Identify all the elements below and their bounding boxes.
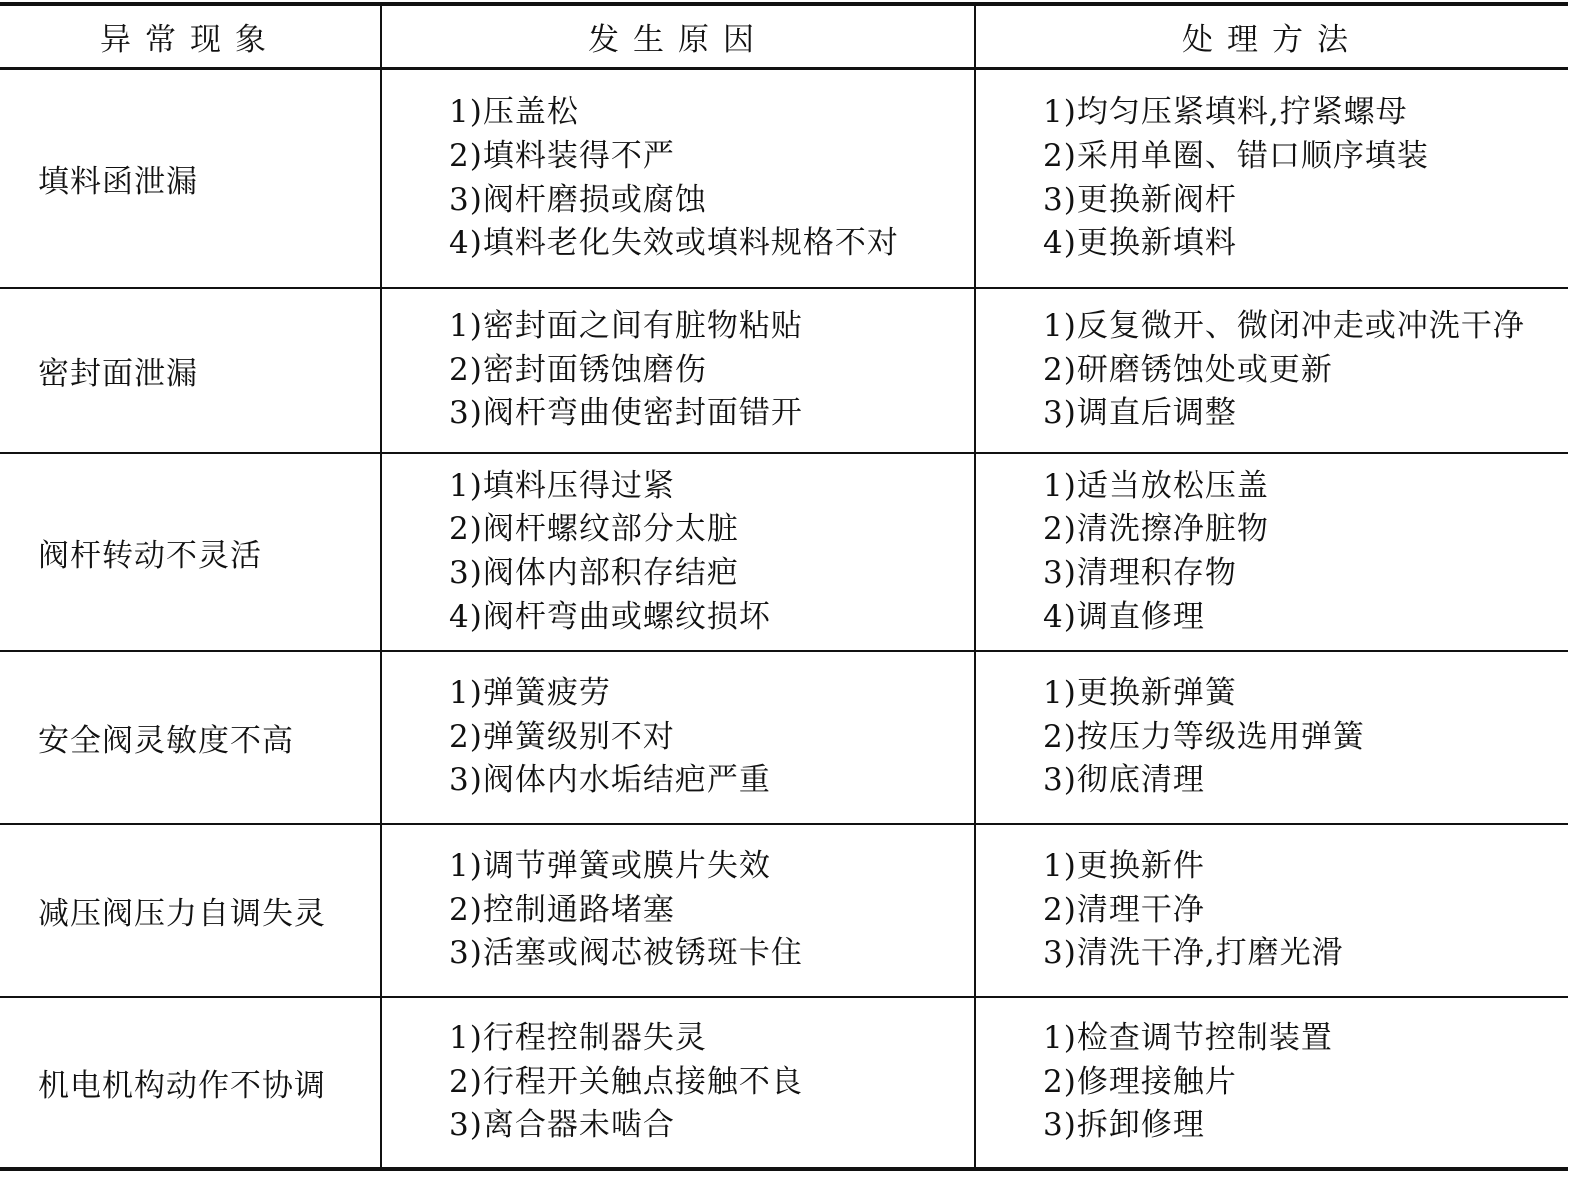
cause-item: 1)调节弹簧或膜片失效 xyxy=(449,847,771,884)
remedy-item: 1)更换新弹簧 xyxy=(1043,674,1237,711)
cause-item: 2)密封面锈蚀磨伤 xyxy=(449,351,707,388)
cause-item: 1)弹簧疲劳 xyxy=(449,674,611,711)
cause-list xyxy=(449,454,969,650)
table-bottom-rule xyxy=(0,1167,1568,1171)
table-row xyxy=(0,70,1568,287)
cause-list xyxy=(449,825,969,996)
symptom-cell: 机电机构动作不协调 xyxy=(38,1068,326,1104)
symptom-cell: 安全阀灵敏度不高 xyxy=(38,723,294,759)
symptom-cell: 填料函泄漏 xyxy=(38,164,198,200)
cause-item: 3)阀杆磨损或腐蚀 xyxy=(449,181,707,218)
remedy-item: 1)均匀压紧填料,拧紧螺母 xyxy=(1043,94,1408,131)
table-row xyxy=(0,652,1568,823)
cause-list xyxy=(449,70,969,287)
header-remedy: 处理方法 xyxy=(1182,22,1362,58)
cause-item: 1)行程控制器失灵 xyxy=(449,1019,707,1056)
remedy-item: 3)清洗干净,打磨光滑 xyxy=(1043,935,1344,972)
cause-item: 3)离合器未啮合 xyxy=(449,1107,675,1144)
cause-item: 1)密封面之间有脏物粘贴 xyxy=(449,307,803,344)
remedy-list xyxy=(1043,652,1563,823)
remedy-item: 1)反复微开、微闭冲走或冲洗干净 xyxy=(1043,307,1525,344)
cause-item: 3)活塞或阀芯被锈斑卡住 xyxy=(449,935,803,972)
remedy-list xyxy=(1043,825,1563,996)
cause-list xyxy=(449,289,969,452)
remedy-item: 2)研磨锈蚀处或更新 xyxy=(1043,351,1333,388)
cause-item: 3)阀体内部积存结疤 xyxy=(449,555,739,591)
cause-item: 3)阀杆弯曲使密封面错开 xyxy=(449,395,803,432)
remedy-item: 3)调直后调整 xyxy=(1043,395,1237,432)
symptom-cell: 密封面泄漏 xyxy=(38,356,198,392)
header-cause: 发生原因 xyxy=(588,22,768,58)
cause-list xyxy=(449,652,969,823)
remedy-item: 1)更换新件 xyxy=(1043,847,1205,884)
remedy-item: 2)采用单圈、错口顺序填装 xyxy=(1043,137,1429,174)
symptom-cell: 减压阀压力自调失灵 xyxy=(38,896,326,932)
cause-item: 3)阀体内水垢结疤严重 xyxy=(449,762,771,799)
remedy-list xyxy=(1043,70,1563,287)
header-symptom: 异常现象 xyxy=(100,22,280,58)
remedy-item: 4)调直修理 xyxy=(1043,598,1205,635)
table-row xyxy=(0,825,1568,996)
cause-list xyxy=(449,998,969,1167)
remedy-item: 3)拆卸修理 xyxy=(1043,1107,1205,1144)
cause-item: 1)填料压得过紧 xyxy=(449,467,675,504)
remedy-list xyxy=(1043,289,1563,452)
table-row xyxy=(0,289,1568,452)
cause-item: 2)填料装得不严 xyxy=(449,137,675,174)
cause-item: 2)阀杆螺纹部分太脏 xyxy=(449,511,739,548)
symptom-cell: 阀杆转动不灵活 xyxy=(38,537,262,574)
cause-item: 4)阀杆弯曲或螺纹损坏 xyxy=(449,598,771,635)
remedy-item: 3)彻底清理 xyxy=(1043,762,1205,799)
table-row xyxy=(0,998,1568,1167)
remedy-list xyxy=(1043,998,1563,1167)
remedy-item: 4)更换新填料 xyxy=(1043,225,1237,262)
cause-item: 2)行程开关触点接触不良 xyxy=(449,1063,803,1100)
remedy-item: 3)更换新阀杆 xyxy=(1043,181,1237,218)
remedy-item: 1)检查调节控制装置 xyxy=(1043,1019,1333,1056)
cause-item: 2)弹簧级别不对 xyxy=(449,718,675,755)
remedy-item: 2)修理接触片 xyxy=(1043,1063,1237,1100)
remedy-item: 1)适当放松压盖 xyxy=(1043,467,1269,504)
cause-item: 4)填料老化失效或填料规格不对 xyxy=(449,225,899,262)
remedy-list xyxy=(1043,454,1563,650)
remedy-item: 3)清理积存物 xyxy=(1043,555,1237,591)
remedy-item: 2)清洗擦净脏物 xyxy=(1043,511,1269,548)
table-row xyxy=(0,454,1568,650)
remedy-item: 2)按压力等级选用弹簧 xyxy=(1043,718,1365,755)
cause-item: 2)控制通路堵塞 xyxy=(449,891,675,928)
remedy-item: 2)清理干净 xyxy=(1043,891,1205,928)
cause-item: 1)压盖松 xyxy=(449,94,579,131)
